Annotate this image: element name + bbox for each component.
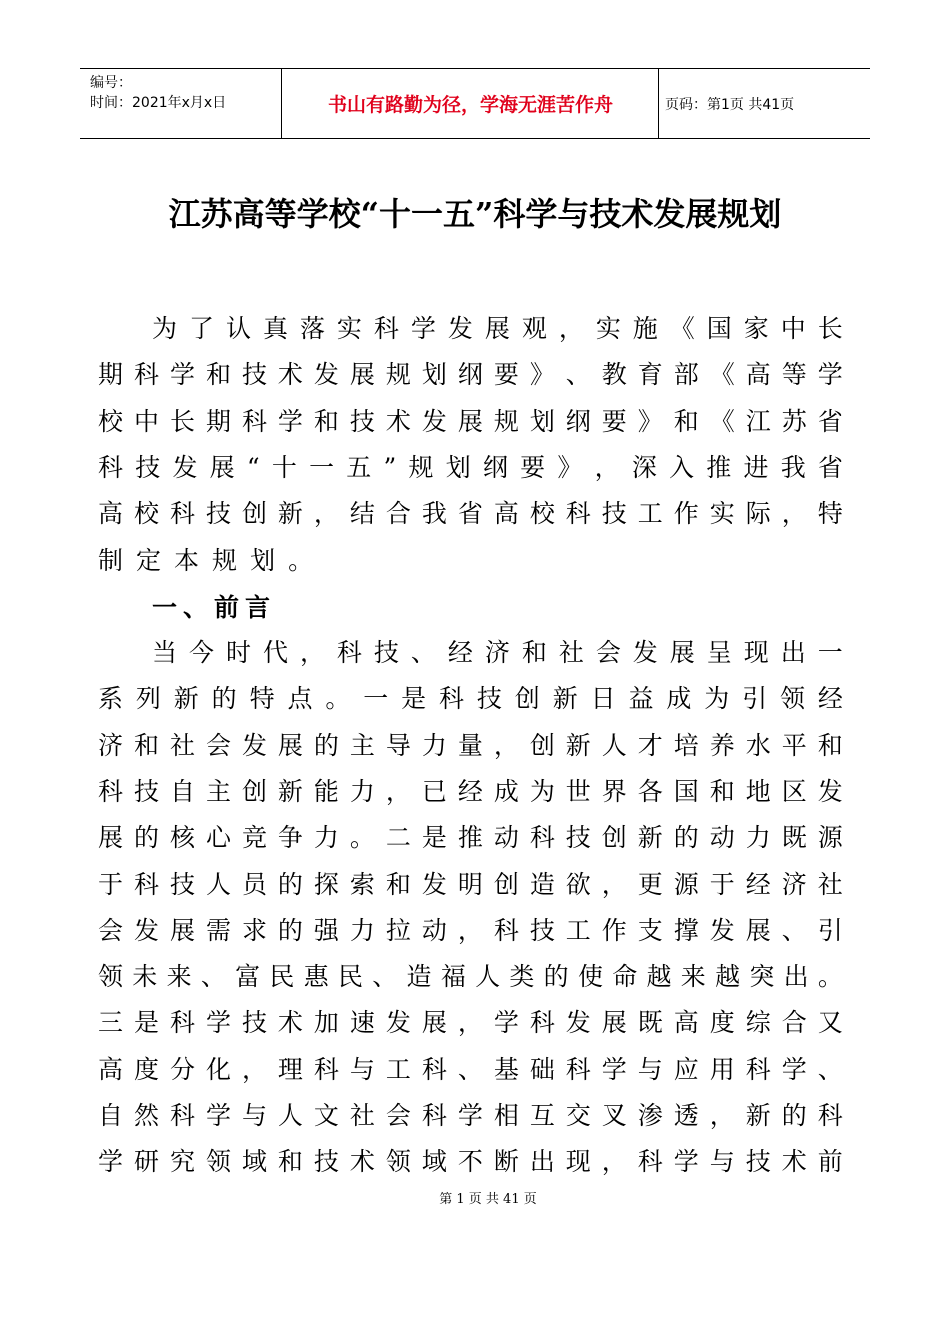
number-label: 编号： (90, 75, 132, 91)
header-motto: 书山有路勤为径，学海无涯苦作舟 (327, 94, 613, 116)
text-line: 校 中 长 期 科 学 和 技 术 发 展 规 划 纲 要 》 和 《 江 苏 省 (98, 406, 843, 436)
text-line: 学 研 究 领 域 和 技 术 领 域 不 断 出 现 ， 科 学 与 技 术 前 (98, 1147, 843, 1177)
section-heading: 一、前言 (152, 593, 277, 622)
text-line: 于 科 技 人 员 的 探 索 和 发 明 创 造 欲 ， 更 源 于 经 济 社 (98, 869, 843, 899)
header-meta (90, 73, 226, 113)
text-line: 领 未 来 、 富 民 惠 民 、 造 福 人 类 的 使 命 越 来 越 突 出 。 (98, 962, 843, 992)
document-header (80, 68, 870, 139)
text-line: 科 技 自 主 创 新 能 力 ， 已 经 成 为 世 界 各 国 和 地 区 发 (98, 776, 843, 806)
text-line: 为 了 认 真 落 实 科 学 发 展 观 ， 实 施 《 国 家 中 长 (152, 314, 843, 343)
header-divider (658, 69, 659, 138)
text-line: 自 然 科 学 与 人 文 社 会 科 学 相 互 交 叉 渗 透 ， 新 的 科 (98, 1101, 843, 1130)
header-divider (281, 69, 282, 138)
text-line: 期 科 学 和 技 术 发 展 规 划 纲 要 》 、 教 育 部 《 高 等 学 (98, 360, 843, 390)
document-title: 江苏高等学校“十一五”科学与技术发展规划 (168, 195, 782, 233)
text-line: 当 今 时 代 ， 科 技 、 经 济 和 社 会 发 展 呈 现 出 一 (152, 638, 843, 667)
text-line: 高 度 分 化 ， 理 科 与 工 科 、 基 础 科 学 与 应 用 科 学 、 (98, 1054, 843, 1084)
text-line: 高 校 科 技 创 新 ， 结 合 我 省 高 校 科 技 工 作 实 际 ， 特 (98, 499, 843, 529)
text-line: 展 的 核 心 竞 争 力 。 二 是 推 动 科 技 创 新 的 动 力 既 源 (98, 823, 843, 853)
page-footer: 第 1 页 共 41 页 (439, 1192, 537, 1207)
text-line: 科 技 发 展 “ 十 一 五 ” 规 划 纲 要 》 ， 深 入 推 进 我 省 (98, 452, 843, 482)
text-line: 系 列 新 的 特 点 。 一 是 科 技 创 新 日 益 成 为 引 领 经 (98, 684, 843, 714)
text-line: 制 定 本 规 划 。 (98, 545, 314, 575)
text-line: 会 发 展 需 求 的 强 力 拉 动 ， 科 技 工 作 支 撑 发 展 、 引 (98, 915, 843, 945)
text-line: 济 和 社 会 发 展 的 主 导 力 量 ， 创 新 人 才 培 养 水 平 和 (98, 730, 843, 760)
time-label: 时间：2021年x月x日 (90, 95, 227, 111)
text-line: 三 是 科 学 技 术 加 速 发 展 ， 学 科 发 展 既 高 度 综 合 又 (98, 1008, 843, 1038)
header-page-info: 页码：第1页 共41页 (665, 96, 795, 113)
